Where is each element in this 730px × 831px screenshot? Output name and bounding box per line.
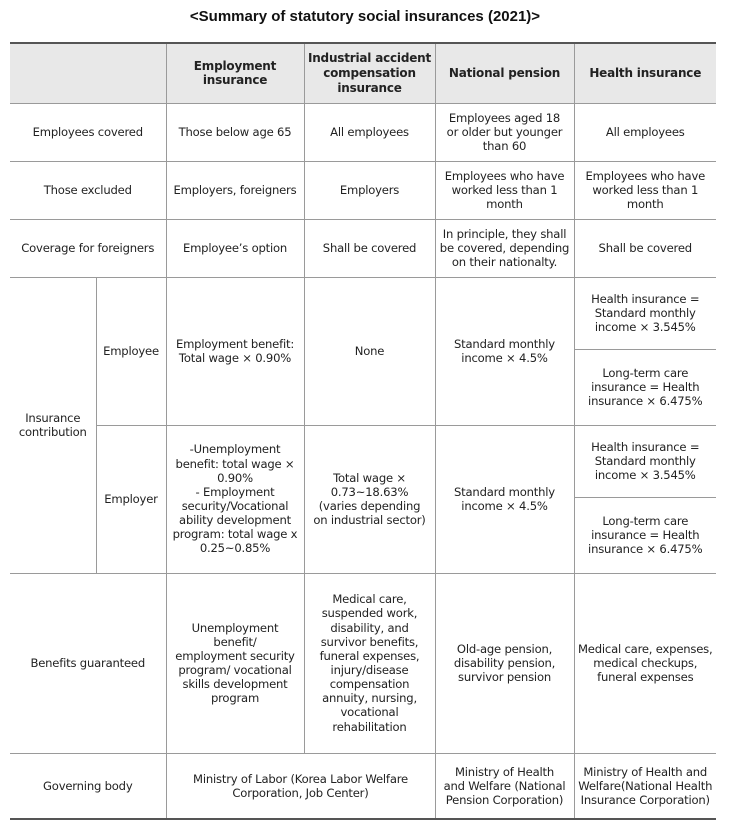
header-national-pension: National pension [435,43,574,103]
table-row-employees-covered [10,103,716,161]
cell-employment: Employers, foreigners [166,161,304,219]
sub-label-employer: Employer [96,425,166,573]
cell-health: Ministry of Health and Welfare(National Health Insurance Corporation) [574,753,716,819]
cell-health: All employees [574,103,716,161]
row-label: Coverage for foreigners [10,219,166,277]
cell-health-insurance: Health insurance = Standard monthly income × 3.545% [574,277,716,349]
table-row-contribution-employee-1 [10,277,716,349]
header-employment-insurance: Employment insurance [166,43,304,103]
table-title: <Summary of statutory social insurances (2021)> [189,8,541,25]
cell-pension: Standard monthly income × 4.5% [435,277,574,425]
table-row-those-excluded [10,161,716,219]
cell-industrial: None [304,277,435,425]
cell-employment: Employee’s option [166,219,304,277]
cell-health: Employees who have worked less than 1 month [574,161,716,219]
row-label: Benefits guaranteed [10,573,166,753]
cell-industrial: All employees [304,103,435,161]
cell-employment: Employment benefit: Total wage × 0.90% [166,277,304,425]
row-label-insurance-contribution: Insurance contribution [10,277,96,573]
table-row-governing-body [10,753,716,819]
cell-health: Shall be covered [574,219,716,277]
cell-employment: Unemployment benefit/ employment security program/ vocational skills development program [166,573,304,753]
cell-employment: -Unemployment benefit: total wage × 0.90% - Employment security/Vocational ability development program: total wage x 0.25~0.85% [166,425,304,573]
cell-industrial: Shall be covered [304,219,435,277]
header-blank [10,43,166,103]
summary-table [10,42,716,820]
row-label: Governing body [10,753,166,819]
cell-industrial: Total wage × 0.73~18.63% (varies depending on industrial sector) [304,425,435,573]
header-health-insurance: Health insurance [574,43,716,103]
cell-long-term-care: Long-term care insurance = Health insurance × 6.475% [574,349,716,425]
cell-health-insurance: Health insurance = Standard monthly income × 3.545% [574,425,716,497]
table-row-benefits-guaranteed [10,573,716,753]
cell-pension: Old-age pension, disability pension, survivor pension [435,573,574,753]
cell-pension: Employees who have worked less than 1 month [435,161,574,219]
cell-employment-industrial: Ministry of Labor (Korea Labor Welfare Corporation, Job Center) [166,753,435,819]
row-label: Those excluded [10,161,166,219]
header-row [10,43,716,103]
cell-employment: Those below age 65 [166,103,304,161]
cell-pension: Employees aged 18 or older but younger than 60 [435,103,574,161]
cell-pension: In principle, they shall be covered, depending on their nationalty. [435,219,574,277]
header-industrial-accident: Industrial accident compensation insurance [304,43,435,103]
cell-pension: Standard monthly income × 4.5% [435,425,574,573]
cell-industrial: Medical care, suspended work, disability, and survivor benefits, funeral expenses, injury/disease compensation annuity, nursing, vocational rehabilitation [304,573,435,753]
cell-pension: Ministry of Health and Welfare (National Pension Corporation) [435,753,574,819]
table-row-contribution-employer-1 [10,425,716,497]
row-label: Employees covered [10,103,166,161]
sub-label-employee: Employee [96,277,166,425]
table-row-coverage-foreigners [10,219,716,277]
cell-health: Medical care, expenses, medical checkups, funeral expenses [574,573,716,753]
cell-long-term-care: Long-term care insurance = Health insurance × 6.475% [574,497,716,573]
cell-industrial: Employers [304,161,435,219]
